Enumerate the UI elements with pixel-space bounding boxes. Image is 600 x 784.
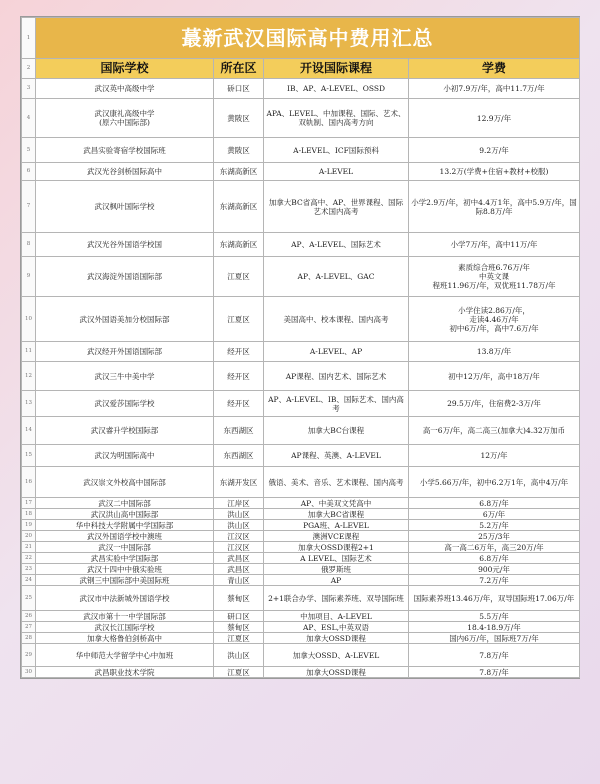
row-number: 28 [22, 633, 36, 644]
fee-cell: 5.2万/年 [409, 520, 580, 531]
school-cell: 武汉枫叶国际学校 [36, 181, 214, 233]
courses-cell: AP、ESL,中英双语 [264, 622, 409, 633]
school-cell: 武汉光谷外国语学校国 [36, 233, 214, 257]
table-row [22, 297, 580, 342]
row-number: 15 [22, 445, 36, 467]
district-cell: 江夏区 [214, 667, 264, 678]
page-title: 蕞新武汉国际高中费用汇总 [36, 18, 580, 59]
school-cell: 武汉市中法新城外国语学校 [36, 586, 214, 611]
school-cell: 武汉十四中中俄实验班 [36, 564, 214, 575]
district-cell: 江汉区 [214, 542, 264, 553]
row-number: 4 [22, 99, 36, 138]
table-row [22, 99, 580, 138]
district-cell: 东西湖区 [214, 445, 264, 467]
school-cell: 华中科技大学附属中学国际部 [36, 520, 214, 531]
school-cell: 武汉三牛中美中学 [36, 362, 214, 391]
school-cell: 武汉崇文外校高中国际部 [36, 467, 214, 498]
courses-cell: AP、A-LEVEL、国际艺术 [264, 233, 409, 257]
fee-cell: 国内6万/年，国际班7万/年 [409, 633, 580, 644]
fee-table-sheet [20, 16, 580, 679]
school-cell: 武汉洪山高中国际部 [36, 509, 214, 520]
school-cell: 武钢三中国际部中美国际班 [36, 575, 214, 586]
table-row [22, 257, 580, 297]
courses-cell: APA、LEVEL、中加课程、国际、艺术、双轨制、国内高考方向 [264, 99, 409, 138]
fee-cell: 25万/3年 [409, 531, 580, 542]
row-number: 21 [22, 542, 36, 553]
title-row [22, 18, 580, 59]
table-row [22, 138, 580, 163]
fee-cell: 素质综合班6.76万/年 中英文课 程班11.96万/年，双优班11.78万/年 [409, 257, 580, 297]
table-row [22, 233, 580, 257]
district-cell: 硚口区 [214, 79, 264, 99]
district-cell: 东湖高新区 [214, 233, 264, 257]
fee-cell: 7.8万/年 [409, 667, 580, 678]
courses-cell: AP课程、国内艺术、国际艺术 [264, 362, 409, 391]
courses-cell: 加拿大BC台课程 [264, 417, 409, 445]
row-number: 13 [22, 391, 36, 417]
row-number: 2 [22, 59, 36, 79]
table-row [22, 498, 580, 509]
courses-cell: AP [264, 575, 409, 586]
courses-cell: 加拿大OSSD课程 [264, 667, 409, 678]
school-cell: 武昌实验中学国际部 [36, 553, 214, 564]
courses-cell: AP课程、英澳、A-LEVEL [264, 445, 409, 467]
courses-cell: 美国高中、校本课程、国内高考 [264, 297, 409, 342]
fee-cell: 小学住读2.86万/年， 走读4.46万/年 初中6万/年，高中7.6万/年 [409, 297, 580, 342]
fee-cell: 6万/年 [409, 509, 580, 520]
courses-cell: AP、中美双文凭高中 [264, 498, 409, 509]
row-number: 27 [22, 622, 36, 633]
school-cell: 武汉二中国际部 [36, 498, 214, 509]
row-number: 19 [22, 520, 36, 531]
fee-cell: 7.2万/年 [409, 575, 580, 586]
courses-cell: A-LEVEL、ICF国际预科 [264, 138, 409, 163]
table-row [22, 586, 580, 611]
district-cell: 洪山区 [214, 644, 264, 667]
row-number: 6 [22, 163, 36, 181]
fee-cell: 7.8万/年 [409, 644, 580, 667]
fee-cell: 9.2万/年 [409, 138, 580, 163]
school-cell: 武汉为明国际高中 [36, 445, 214, 467]
courses-cell: 加拿大OSSD、A-LEVEL [264, 644, 409, 667]
district-cell: 江夏区 [214, 633, 264, 644]
school-cell: 武汉外国语美加分校国际部 [36, 297, 214, 342]
fee-cell: 900元/年 [409, 564, 580, 575]
header-row [22, 59, 580, 79]
row-number: 17 [22, 498, 36, 509]
table-row [22, 575, 580, 586]
row-number: 26 [22, 611, 36, 622]
district-cell: 武昌区 [214, 553, 264, 564]
district-cell: 经开区 [214, 391, 264, 417]
courses-cell: 加拿大OSSD课程 [264, 633, 409, 644]
district-cell: 青山区 [214, 575, 264, 586]
table-row [22, 417, 580, 445]
row-number: 25 [22, 586, 36, 611]
school-cell: 武汉光谷剑桥国际高中 [36, 163, 214, 181]
school-cell: 武汉睿升学校国际部 [36, 417, 214, 445]
school-cell: 武汉一中国际部 [36, 542, 214, 553]
district-cell: 东湖高新区 [214, 181, 264, 233]
table-row [22, 509, 580, 520]
district-cell: 江夏区 [214, 297, 264, 342]
courses-cell: A-LEVEL、AP [264, 342, 409, 362]
fee-cell: 5.5万/年 [409, 611, 580, 622]
row-number: 29 [22, 644, 36, 667]
row-number: 9 [22, 257, 36, 297]
school-cell: 武汉爱莎国际学校 [36, 391, 214, 417]
table-row [22, 667, 580, 678]
district-cell: 江岸区 [214, 498, 264, 509]
table-row [22, 391, 580, 417]
district-cell: 洪山区 [214, 520, 264, 531]
courses-cell: 澳洲VCE课程 [264, 531, 409, 542]
district-cell: 蔡甸区 [214, 622, 264, 633]
district-cell: 洪山区 [214, 509, 264, 520]
table-row [22, 644, 580, 667]
district-cell: 江夏区 [214, 257, 264, 297]
school-cell: 武汉经开外国语国际部 [36, 342, 214, 362]
district-cell: 东西湖区 [214, 417, 264, 445]
courses-cell: 加拿大OSSD课程2+1 [264, 542, 409, 553]
school-cell: 武汉长江国际学校 [36, 622, 214, 633]
row-number: 14 [22, 417, 36, 445]
school-cell: 武昌实验寄宿学校国际班 [36, 138, 214, 163]
fee-cell: 13.2万(学费+住宿+教材+校服) [409, 163, 580, 181]
table-row [22, 553, 580, 564]
fee-table [21, 17, 580, 678]
district-cell: 江汉区 [214, 531, 264, 542]
courses-cell: 2+1联合办学、国际素养班、双导国际班 [264, 586, 409, 611]
row-number: 16 [22, 467, 36, 498]
row-number: 1 [22, 18, 36, 59]
row-number: 5 [22, 138, 36, 163]
row-number: 22 [22, 553, 36, 564]
fee-cell: 12万/年 [409, 445, 580, 467]
row-number: 7 [22, 181, 36, 233]
table-row [22, 362, 580, 391]
row-number: 24 [22, 575, 36, 586]
courses-cell: 加拿大BC省高中、AP、世界课程、国际艺术国内高考 [264, 181, 409, 233]
district-cell: 黄陂区 [214, 138, 264, 163]
courses-cell: AP、A-LEVEL、IB、国际艺术、国内高考 [264, 391, 409, 417]
fee-cell: 国际素养班13.46万/年，双导国际班17.06万/年 [409, 586, 580, 611]
fee-cell: 小学2.9万/年，初中4.4万1年，高中5.9万/年，国际8.8万/年 [409, 181, 580, 233]
fee-cell: 29.5万/年，住宿费2-3万/年 [409, 391, 580, 417]
school-cell: 华中师范大学留学中心中加班 [36, 644, 214, 667]
fee-cell: 高一6万/年，高二高三(加拿大)4.32万加币 [409, 417, 580, 445]
fee-cell: 小初7.9万/年，高中11.7万/年 [409, 79, 580, 99]
header-fee: 学费 [409, 59, 580, 79]
fee-cell: 高一高二6万年，高三20万/年 [409, 542, 580, 553]
district-cell: 东湖高新区 [214, 163, 264, 181]
courses-cell: 俄语、美术、音乐、艺术课程、国内高考 [264, 467, 409, 498]
fee-cell: 小学7万/年，高中11万/年 [409, 233, 580, 257]
school-cell: 武昌职业技术学院 [36, 667, 214, 678]
school-cell: 武汉英中高级中学 [36, 79, 214, 99]
table-row [22, 633, 580, 644]
table-row [22, 611, 580, 622]
row-number: 8 [22, 233, 36, 257]
district-cell: 武昌区 [214, 564, 264, 575]
district-cell: 经开区 [214, 362, 264, 391]
table-row [22, 520, 580, 531]
courses-cell: 俄罗斯班 [264, 564, 409, 575]
courses-cell: A-LEVEL [264, 163, 409, 181]
fee-cell: 12.9万/年 [409, 99, 580, 138]
row-number: 10 [22, 297, 36, 342]
school-cell: 武汉康礼高级中学 (原六中国际部) [36, 99, 214, 138]
table-row [22, 564, 580, 575]
fee-cell: 13.8万/年 [409, 342, 580, 362]
district-cell: 研口区 [214, 611, 264, 622]
district-cell: 东湖开发区 [214, 467, 264, 498]
courses-cell: A LEVEL、国际艺术 [264, 553, 409, 564]
row-number: 18 [22, 509, 36, 520]
row-number: 11 [22, 342, 36, 362]
fee-cell: 6.8万/年 [409, 553, 580, 564]
row-number: 23 [22, 564, 36, 575]
row-number: 3 [22, 79, 36, 99]
table-row [22, 181, 580, 233]
school-cell: 武汉海淀外国语国际部 [36, 257, 214, 297]
header-school: 国际学校 [36, 59, 214, 79]
row-number: 12 [22, 362, 36, 391]
header-district: 所在区 [214, 59, 264, 79]
table-row [22, 342, 580, 362]
fee-cell: 18.4-18.9万/年 [409, 622, 580, 633]
table-row [22, 622, 580, 633]
courses-cell: AP、A-LEVEL、GAC [264, 257, 409, 297]
courses-cell: 中加项目、A-LEVEL [264, 611, 409, 622]
table-row [22, 542, 580, 553]
table-row [22, 445, 580, 467]
courses-cell: PGA班、A-LEVEL [264, 520, 409, 531]
district-cell: 蔡甸区 [214, 586, 264, 611]
fee-cell: 6.8万/年 [409, 498, 580, 509]
table-row [22, 79, 580, 99]
courses-cell: 加拿大BC省课程 [264, 509, 409, 520]
row-number: 20 [22, 531, 36, 542]
school-cell: 武汉外国语学校中澳班 [36, 531, 214, 542]
row-number: 30 [22, 667, 36, 678]
header-courses: 开设国际课程 [264, 59, 409, 79]
fee-cell: 小学5.66万/年，初中6.2万1年，高中4万/年 [409, 467, 580, 498]
table-row [22, 163, 580, 181]
district-cell: 黄陂区 [214, 99, 264, 138]
table-row [22, 467, 580, 498]
school-cell: 加拿大格鲁伯剑桥高中 [36, 633, 214, 644]
fee-cell: 初中12万/年，高中18万/年 [409, 362, 580, 391]
school-cell: 武汉市第十一中学国际部 [36, 611, 214, 622]
table-row [22, 531, 580, 542]
courses-cell: IB、AP、A-LEVEL、OSSD [264, 79, 409, 99]
district-cell: 经开区 [214, 342, 264, 362]
